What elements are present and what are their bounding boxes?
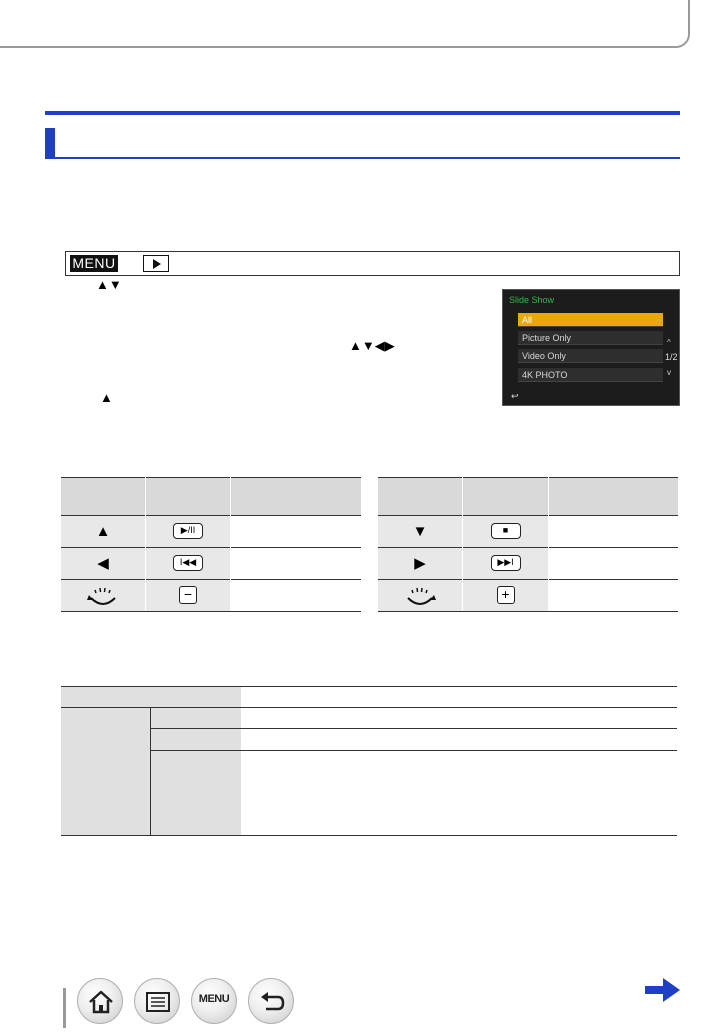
menu-path-box <box>65 251 680 276</box>
button-cell <box>146 548 231 580</box>
menu-label: MENU <box>70 255 118 272</box>
button-cell <box>463 580 549 612</box>
playback-icon <box>143 255 169 272</box>
menu-button-label: MENU <box>198 993 230 1005</box>
settings-row-divider <box>61 686 677 687</box>
play-pause-button-icon: ▶/II <box>173 523 203 539</box>
previous-button-icon: I◀◀ <box>173 555 203 571</box>
select-arrows: ▲▼ <box>96 277 122 292</box>
settings-table <box>61 686 677 836</box>
next-button-icon: ▶▶I <box>491 555 521 571</box>
header-cell <box>463 478 549 516</box>
key-cell <box>61 548 146 580</box>
settings-col-divider <box>150 707 151 835</box>
dial-right-icon <box>403 584 437 608</box>
down-key-icon: ▼ <box>412 522 428 540</box>
camera-screen <box>502 289 680 406</box>
scroll-up-icon[interactable]: ^ <box>667 338 671 347</box>
up-key-icon: ▲ <box>95 522 111 540</box>
menu-item-video-only[interactable]: Video Only <box>518 349 663 363</box>
settings-row-divider <box>151 750 677 751</box>
settings-row-divider <box>61 707 677 708</box>
cursor-arrows: ▲▼◀▶ <box>349 338 395 353</box>
subsection-rule <box>45 157 680 159</box>
operation-cell <box>549 516 679 548</box>
header-cell <box>231 478 362 516</box>
stop-button-icon: ■ <box>491 523 521 539</box>
settings-row-divider <box>61 835 677 836</box>
settings-item-cell <box>151 707 241 836</box>
button-cell <box>146 516 231 548</box>
menu-item-picture-only[interactable]: Picture Only <box>518 331 663 345</box>
key-cell <box>61 516 146 548</box>
menu-button[interactable] <box>191 978 237 1024</box>
page-frame <box>0 0 690 48</box>
header-cell <box>378 478 463 516</box>
button-cell <box>146 580 231 612</box>
button-cell <box>463 548 549 580</box>
key-cell <box>378 548 463 580</box>
return-icon <box>257 987 287 1017</box>
settings-header-cell <box>61 686 241 707</box>
camera-screen-title: Slide Show <box>509 295 555 305</box>
key-cell <box>61 580 146 612</box>
right-key-icon: ▶ <box>414 554 426 572</box>
header-cell <box>549 478 679 516</box>
page-indicator: 1/2 <box>665 352 678 362</box>
header-cell <box>61 478 146 516</box>
operation-cell <box>549 580 679 612</box>
nav-separator <box>63 988 66 1028</box>
menu-item-all[interactable]: All <box>518 313 663 327</box>
home-button[interactable] <box>77 978 123 1024</box>
dial-left-icon <box>86 584 120 608</box>
minus-button-icon: − <box>179 586 197 604</box>
operation-cell <box>231 548 362 580</box>
operation-cell <box>549 548 679 580</box>
key-cell <box>378 516 463 548</box>
button-cell <box>463 516 549 548</box>
plus-button-icon: + <box>497 586 515 604</box>
key-cell <box>378 580 463 612</box>
next-page-arrow-icon[interactable] <box>645 977 681 1003</box>
controls-table-left <box>61 477 361 612</box>
back-icon[interactable]: ↩ <box>511 391 519 401</box>
scroll-down-icon[interactable]: v <box>667 368 671 377</box>
list-icon <box>143 987 173 1017</box>
back-button[interactable] <box>248 978 294 1024</box>
header-cell <box>146 478 231 516</box>
menu-item-4k-photo[interactable]: 4K PHOTO <box>518 368 663 382</box>
controls-table-right <box>378 477 678 612</box>
contents-button[interactable] <box>134 978 180 1024</box>
settings-group-cell <box>61 707 150 836</box>
operation-cell <box>231 516 362 548</box>
settings-row-divider <box>151 728 677 729</box>
subsection-marker <box>45 128 55 158</box>
up-arrow: ▲ <box>100 390 113 405</box>
home-icon <box>86 987 116 1017</box>
operation-cell <box>231 580 362 612</box>
left-key-icon: ◀ <box>97 554 109 572</box>
section-title-rule <box>45 111 680 115</box>
